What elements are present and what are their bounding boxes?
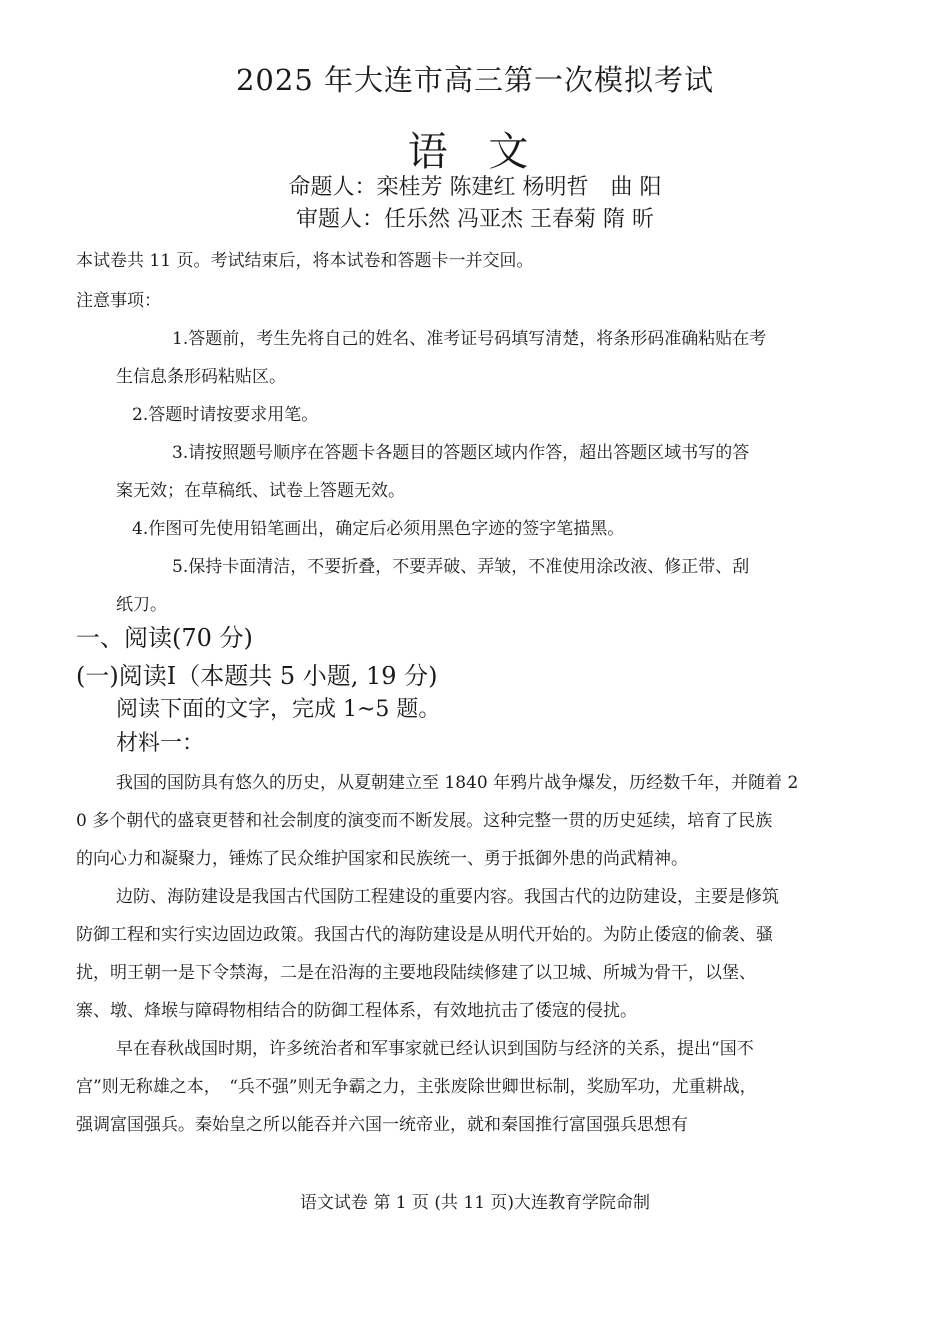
notice-3-line-1: 3.请按照题号顺序在答题卡各题目的答题区域内作答，超出答题区域书写的答 <box>172 443 750 463</box>
notice-label: 注意事项： <box>76 291 161 311</box>
material-p2-line-3: 扰，明王朝一是下令禁海，二是在沿海的主要地段陆续修建了以卫城、所城为骨干，以堡、 <box>76 963 756 983</box>
reviewers-line: 审题人：任乐然 冯亚杰 王春菊 隋 昕 <box>296 207 654 232</box>
subject-title: 语 文 <box>407 129 543 175</box>
material-p1-line-1: 我国的国防具有悠久的历史，从夏朝建立至 1840 年鸦片战争爆发，历经数千年，并随着 2 <box>116 773 799 793</box>
section-title: 一、阅读(70 分) <box>76 624 253 652</box>
material-p1-line-2: 0 多个朝代的盛衰更替和社会制度的演变而不断发展。这种完整一贯的历史延续，培育了民族 <box>76 811 773 831</box>
material-p3-line-1: 早在春秋战国时期，许多统治者和军事家就已经认识到国防与经济的关系，提出“国不 <box>116 1039 754 1059</box>
material-p3-line-3: 强调富国强兵。秦始皇之所以能吞并六国一统帝业，就和秦国推行富国强兵思想有 <box>76 1115 688 1135</box>
material-p1-line-3: 的向心力和凝聚力，锤炼了民众维护国家和民族统一、勇于抵御外患的尚武精神。 <box>76 849 688 869</box>
authors-line: 命题人：栾桂芳 陈建红 杨明哲 曲 阳 <box>288 175 662 200</box>
material-label: 材料一： <box>116 731 205 756</box>
notice-5-line-2: 纸刀。 <box>116 595 167 615</box>
notice-2: 2.答题时请按要求用笔。 <box>132 405 319 425</box>
page-footer: 语文试卷 第 1 页 (共 11 页)大连教育学院命制 <box>299 1193 651 1213</box>
instruction: 阅读下面的文字，完成 1~5 题。 <box>116 697 441 722</box>
material-p2-line-4: 寨、墩、烽堠与障碍物相结合的防御工程体系，有效地抗击了倭寇的侵扰。 <box>76 1001 637 1021</box>
notice-4: 4.作图可先使用铅笔画出，确定后必须用黑色字迹的签字笔描黑。 <box>132 519 625 539</box>
notice-5-line-1: 5.保持卡面清洁，不要折叠，不要弄破、弄皱，不准使用涂改液、修正带、刮 <box>172 557 750 577</box>
material-p3-line-2: 宫”则无称雄之本， “兵不强”则无争霸之力，主张废除世卿世标制，奖励军功，尤重耕战， <box>76 1077 757 1097</box>
notice-1-line-2: 生信息条形码粘贴区。 <box>116 367 286 387</box>
material-p2-line-1: 边防、海防建设是我国古代国防工程建设的重要内容。我国古代的边防建设，主要是修筑 <box>116 887 779 907</box>
part-title: (一)阅读Ⅰ（本题共 5 小题, 19 分) <box>76 662 438 690</box>
exam-title: 2025 年大连市高三第一次模拟考试 <box>235 63 715 97</box>
pages-note: 本试卷共 11 页。考试结束后，将本试卷和答题卡一并交回。 <box>76 251 534 271</box>
material-p2-line-2: 防御工程和实行实边固边政策。我国古代的海防建设是从明代开始的。为防止倭寇的偷袭、骚 <box>76 925 773 945</box>
notice-1-line-1: 1.答题前，考生先将自己的姓名、准考证号码填写清楚，将条形码准确粘贴在考 <box>172 329 767 349</box>
notice-3-line-2: 案无效；在草稿纸、试卷上答题无效。 <box>116 481 405 501</box>
